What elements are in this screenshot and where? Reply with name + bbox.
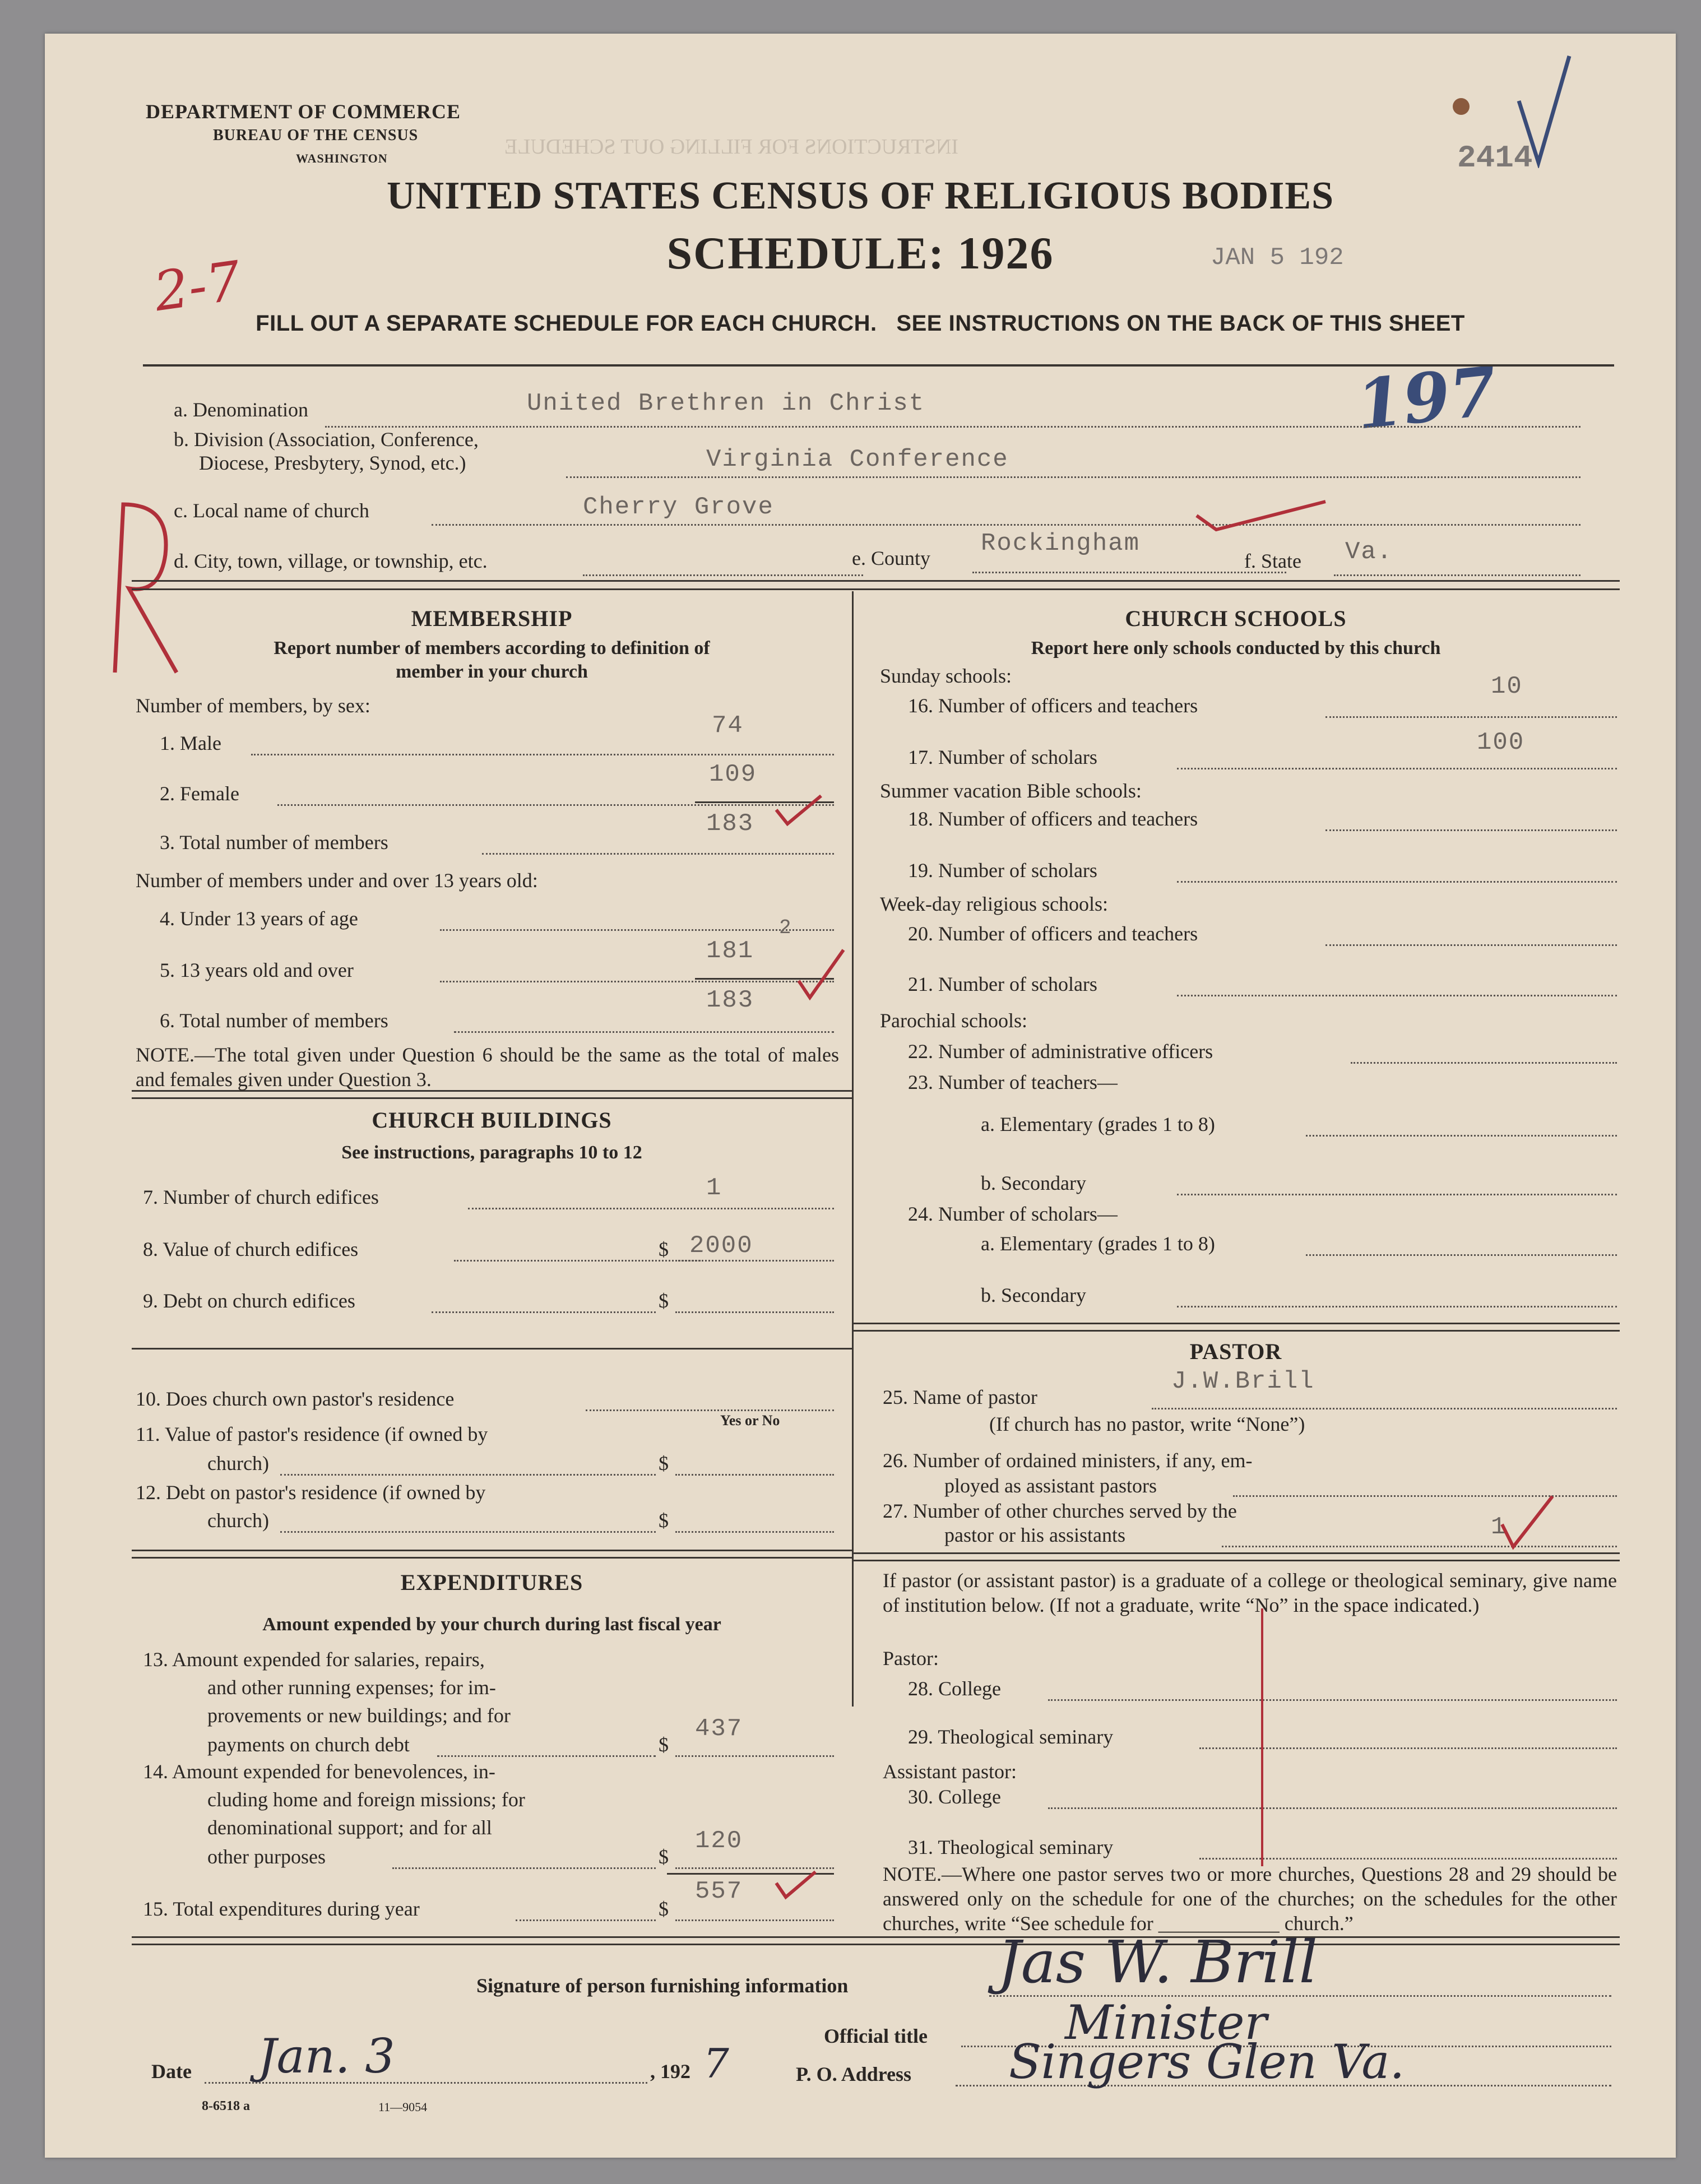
weekday-schools-label: Week-day religious schools:: [880, 893, 1109, 915]
red-check-q27: [1496, 1491, 1558, 1552]
q13-line-2: and other running expenses; for im-: [207, 1676, 496, 1699]
q6-line: [454, 1031, 834, 1033]
q24a-label: a. Elementary (grades 1 to 8): [981, 1232, 1215, 1255]
q30-line: [1048, 1807, 1617, 1809]
division-label-2: Diocese, Presbytery, Synod, etc.): [199, 452, 466, 474]
q8-dollar: $: [659, 1238, 669, 1260]
q4-value: 2: [779, 916, 792, 939]
q26-line: [1233, 1495, 1617, 1497]
q15-value: 557: [695, 1877, 743, 1905]
buildings-rule: [132, 1348, 852, 1350]
q12-label-2: church): [207, 1509, 269, 1532]
q16-label: 16. Number of officers and teachers: [908, 694, 1198, 717]
q20-label: 20. Number of officers and teachers: [908, 922, 1198, 945]
q24b-line: [1177, 1306, 1617, 1307]
q27-label-2: pastor or his assistants: [944, 1524, 1125, 1546]
state-line: [1334, 574, 1581, 576]
q14-line-3: denominational support; and for all: [207, 1816, 492, 1839]
q13-line-4: payments on church debt: [207, 1733, 410, 1756]
q13-line-1: 13. Amount expended for salaries, repairs,: [143, 1648, 485, 1671]
department-label: DEPARTMENT OF COMMERCE: [146, 100, 461, 123]
q16-value: 10: [1491, 673, 1523, 701]
schools-rule-2: [852, 1330, 1620, 1332]
q1-value: 74: [712, 712, 744, 740]
form-subtitle: SCHEDULE: 1926: [666, 228, 1054, 279]
pastor-rule-1: [852, 1552, 1620, 1554]
q27-value: 1: [1491, 1513, 1507, 1541]
buildings-sub: See instructions, paragraphs 10 to 12: [341, 1142, 642, 1163]
yes-no-label: Yes or No: [720, 1412, 780, 1429]
census-schedule-sheet: [45, 34, 1676, 2158]
blue-check-mark: [1513, 50, 1575, 168]
q29-label: 29. Theological seminary: [908, 1726, 1114, 1748]
denomination-value: United Brethren in Christ: [527, 389, 925, 418]
bottom-rule-1: [132, 1936, 1620, 1938]
pastor-note: NOTE.—Where one pastor serves two or more churches, Questions 28 and 29 should be answered only on the schedule for one of the churches; on the schedules for the other churches, write “See schedule for ____________ church.”: [883, 1863, 1617, 1935]
state-label: f. State: [1244, 550, 1301, 572]
red-check-q15: [773, 1869, 818, 1900]
division-value: Virginia Conference: [706, 446, 1009, 474]
expenditures-sub: Amount expended by your church during last fiscal year: [262, 1614, 721, 1635]
q14-line: [392, 1867, 656, 1869]
q25-value: J.W.Brill: [1171, 1367, 1315, 1395]
year-prefix: , 192: [650, 2060, 690, 2083]
division-line: [566, 476, 1581, 478]
q30-label: 30. College: [908, 1786, 1001, 1808]
q14-line-4: other purposes: [207, 1845, 326, 1868]
q2-value: 109: [709, 761, 757, 789]
q9-amount-line: [675, 1311, 834, 1313]
q9-label: 9. Debt on church edifices: [143, 1290, 355, 1312]
membership-note: NOTE.—The total given under Question 6 should be the same as the total of males and females given under Question 3.: [136, 1044, 839, 1091]
denomination-line: [325, 426, 1581, 428]
pastor-title: PASTOR: [1189, 1339, 1282, 1364]
q31-label: 31. Theological seminary: [908, 1836, 1114, 1858]
q28-label: 28. College: [908, 1677, 1001, 1700]
po-address-label: P. O. Address: [796, 2063, 912, 2085]
q8-label: 8. Value of church edifices: [143, 1238, 359, 1260]
date-value: Jan. 3: [258, 2029, 395, 2084]
q8-value: 2000: [689, 1232, 753, 1260]
q24a-line: [1306, 1254, 1617, 1256]
schools-title: CHURCH SCHOOLS: [1125, 606, 1347, 631]
graduate-note: If pastor (or assistant pastor) is a graduate of a college or theological seminary, give name of institution below. (If not a graduate, write “No” in the space indicated.): [883, 1569, 1617, 1616]
official-title-value: Minister: [1065, 1995, 1267, 2050]
top-rule: [143, 364, 1614, 367]
q14-dollar: $: [659, 1845, 669, 1868]
membership-sub-2: member in your church: [396, 661, 588, 682]
paper-stain: [1453, 98, 1470, 115]
county-line: [972, 572, 1286, 573]
q11-amount-line: [675, 1474, 834, 1476]
q18-label: 18. Number of officers and teachers: [908, 808, 1198, 830]
q15-amount-line: [675, 1919, 834, 1921]
city-label: WASHINGTON: [296, 151, 388, 165]
members-by-age-label: Number of members under and over 13 years old:: [136, 869, 538, 892]
q8-amount-line: [675, 1260, 834, 1262]
q17-line: [1177, 768, 1617, 769]
q26-label-1: 26. Number of ordained ministers, if any, em-: [883, 1449, 1253, 1472]
members-by-sex-label: Number of members, by sex:: [136, 694, 370, 717]
q6-label: 6. Total number of members: [160, 1009, 388, 1032]
q3-value: 183: [706, 810, 754, 838]
q9-dollar: $: [659, 1290, 669, 1312]
q25-note: (If church has no pastor, write “None”): [989, 1413, 1305, 1435]
city-town-label: d. City, town, village, or township, etc.: [174, 550, 488, 572]
buildings-title: CHURCH BUILDINGS: [372, 1107, 612, 1133]
pastor-label: Pastor:: [883, 1647, 939, 1670]
q17-value: 100: [1477, 729, 1525, 757]
q25-line: [1152, 1408, 1617, 1409]
q12-amount-line: [675, 1531, 834, 1533]
form-title: UNITED STATES CENSUS OF RELIGIOUS BODIES: [386, 174, 1334, 217]
q14-line-2: cluding home and foreign missions; for: [207, 1788, 525, 1811]
q18-line: [1325, 829, 1617, 831]
print-number: 11—9054: [378, 2100, 428, 2114]
denomination-label: a. Denomination: [174, 398, 308, 421]
q13-amount-line: [675, 1755, 834, 1757]
q1-line: [251, 754, 834, 755]
schools-rule-1: [852, 1323, 1620, 1324]
q17-label: 17. Number of scholars: [908, 746, 1097, 768]
column-divider: [852, 591, 854, 1707]
form-number: 8-6518 a: [202, 2099, 250, 2113]
q10-line: [586, 1409, 834, 1411]
church-name-value: Cherry Grove: [583, 493, 774, 521]
expenditures-rule-1: [132, 1550, 852, 1551]
vacation-schools-label: Summer vacation Bible schools:: [880, 780, 1142, 802]
division-label-1: b. Division (Association, Conference,: [174, 428, 479, 451]
q5-value: 181: [706, 937, 754, 965]
q1-label: 1. Male: [160, 732, 221, 754]
expenditures-rule-2: [132, 1557, 852, 1559]
q7-line: [468, 1208, 834, 1209]
q3-label: 3. Total number of members: [160, 831, 388, 854]
q11-label-2: church): [207, 1452, 269, 1474]
q12-dollar: $: [659, 1509, 669, 1532]
q9-line: [432, 1311, 656, 1313]
q23b-line: [1177, 1194, 1617, 1195]
q13-line: [437, 1755, 656, 1757]
state-value: Va.: [1345, 538, 1393, 566]
q12-line: [280, 1531, 656, 1533]
q2-line: [277, 804, 834, 806]
q22-label: 22. Number of administrative officers: [908, 1040, 1213, 1063]
q25-label: 25. Name of pastor: [883, 1386, 1037, 1408]
city-town-line: [583, 574, 863, 576]
q22-line: [1351, 1062, 1617, 1064]
q4-line: [440, 929, 834, 931]
ident-rule-2: [132, 588, 1620, 590]
ident-rule-1: [132, 580, 1620, 582]
pastor-rule-2: [852, 1560, 1620, 1561]
separate-schedule-instruction: FILL OUT A SEPARATE SCHEDULE FOR EACH CHURCH. SEE INSTRUCTIONS ON THE BACK OF THIS SHEET: [256, 311, 1465, 336]
county-label: e. County: [852, 547, 930, 569]
q7-value: 1: [706, 1174, 722, 1202]
q27-label-1: 27. Number of other churches served by the: [883, 1500, 1237, 1522]
q13-dollar: $: [659, 1733, 669, 1756]
q15-label: 15. Total expenditures during year: [143, 1898, 420, 1920]
q5-line: [440, 981, 834, 982]
bureau-label: BUREAU OF THE CENSUS: [213, 127, 419, 144]
q19-label: 19. Number of scholars: [908, 859, 1097, 882]
q13-line-3: provements or new buildings; and for: [207, 1704, 511, 1727]
q20-line: [1325, 944, 1617, 946]
q14-line-1: 14. Amount expended for benevolences, in-: [143, 1760, 495, 1783]
q13-value: 437: [695, 1715, 743, 1743]
q4-label: 4. Under 13 years of age: [160, 907, 358, 930]
year-value: 7: [703, 2040, 729, 2087]
q5-label: 5. 13 years old and over: [160, 959, 354, 981]
q24-label: 24. Number of scholars—: [908, 1203, 1118, 1225]
signature-label: Signature of person furnishing information: [476, 1974, 849, 1997]
q15-dollar: $: [659, 1898, 669, 1920]
county-value: Rockingham: [981, 530, 1141, 558]
expenditures-title: EXPENDITURES: [400, 1570, 583, 1595]
q23-label: 23. Number of teachers—: [908, 1071, 1118, 1093]
q11-label-1: 11. Value of pastor's residence (if owned by: [136, 1423, 488, 1445]
official-title-label: Official title: [824, 2025, 928, 2047]
red-check-q5: [796, 947, 846, 1003]
q21-label: 21. Number of scholars: [908, 973, 1097, 995]
q2-label: 2. Female: [160, 782, 239, 805]
q26-label-2: ployed as assistant pastors: [944, 1474, 1157, 1497]
q11-dollar: $: [659, 1452, 669, 1474]
q23b-label: b. Secondary: [981, 1172, 1086, 1194]
po-address-value: Singers Glen Va.: [1009, 2034, 1405, 2089]
q23a-line: [1306, 1135, 1617, 1137]
q24b-label: b. Secondary: [981, 1284, 1086, 1306]
blue-pencil-number: 197: [1352, 351, 1501, 445]
q16-line: [1325, 716, 1617, 718]
q28-line: [1048, 1699, 1617, 1701]
q15-line: [516, 1919, 656, 1921]
church-name-line: [432, 524, 1581, 526]
red-check-mark: [1194, 499, 1328, 532]
q11-line: [280, 1474, 656, 1476]
q19-line: [1177, 881, 1617, 883]
q23a-label: a. Elementary (grades 1 to 8): [981, 1113, 1215, 1135]
membership-sub-1: Report number of members according to definition of: [274, 638, 710, 659]
sunday-schools-label: Sunday schools:: [880, 665, 1012, 687]
membership-rule-2: [132, 1097, 852, 1099]
q7-label: 7. Number of church edifices: [143, 1186, 379, 1208]
membership-rule-1: [132, 1090, 852, 1092]
assistant-pastor-label: Assistant pastor:: [883, 1760, 1017, 1783]
bleed-through-text: INSTRUCTIONS FOR FILLING OUT SCHEDULE: [504, 135, 958, 159]
q12-label-1: 12. Debt on pastor's residence (if owned by: [136, 1481, 486, 1504]
bottom-rule-2: [132, 1944, 1620, 1945]
schools-sub: Report here only schools conducted by this church: [1031, 638, 1441, 659]
red-vertical-line: [1261, 1608, 1263, 1866]
red-check-q3: [773, 793, 824, 827]
q14-value: 120: [695, 1827, 743, 1855]
signature-value: Jas W. Brill: [998, 1928, 1318, 1996]
red-pencil-mark: 2-7: [150, 249, 245, 324]
q6-value: 183: [706, 986, 754, 1014]
church-name-label: c. Local name of church: [174, 499, 369, 522]
q3-line: [482, 853, 834, 855]
q10-label: 10. Does church own pastor's residence: [136, 1388, 455, 1410]
membership-title: MEMBERSHIP: [411, 606, 573, 631]
date-label: Date: [151, 2060, 192, 2083]
serial-number: 2414: [1457, 140, 1533, 176]
parochial-schools-label: Parochial schools:: [880, 1009, 1027, 1032]
q21-line: [1177, 995, 1617, 996]
received-date-stamp: JAN 5 192: [1211, 244, 1344, 272]
